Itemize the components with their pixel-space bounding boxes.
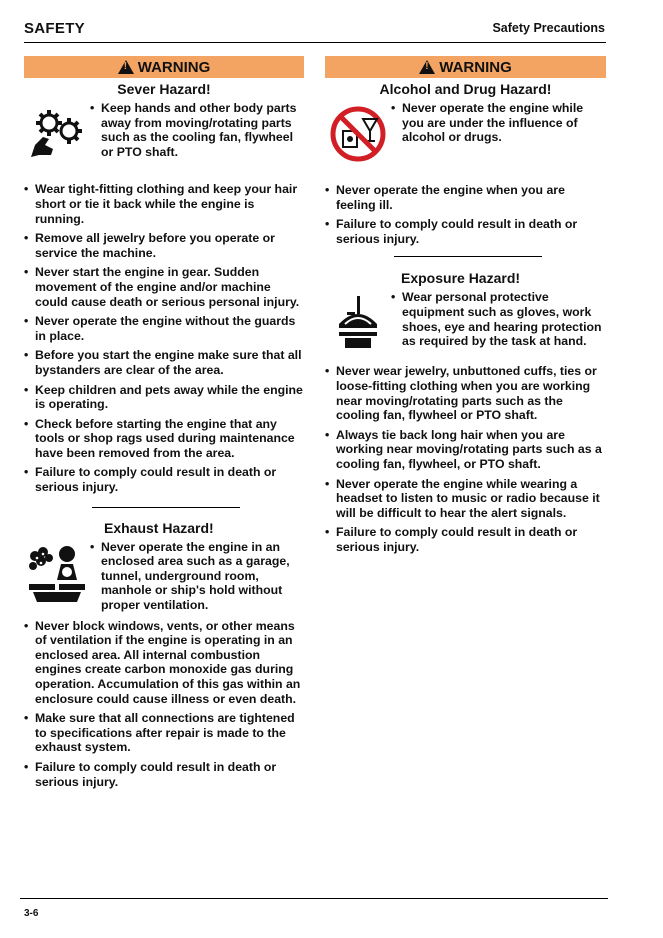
chapter-title: Safety Precautions [492,21,605,35]
sever-hazard-intro [24,101,304,164]
list-item: • Failure to comply could result in death or serious injury. [325,525,606,554]
exhaust-hazard-intro [24,540,304,618]
list-item: • Never operate the engine while wearing a headset to listen to music or radio because it will be difficult to hear the alert signals. [325,477,606,521]
warning-label: WARNING [137,58,211,76]
list-item: • Never wear jewelry, unbuttoned cuffs, ties or loose-fitting clothing when you are working near moving/rotating parts such as the cooling fan, flywheel or PTO shaft. [325,364,606,422]
exhaust-hazard-intro-text: • Never operate the engine in an enclosed area such as a garage, tunnel, underground room, manhole or ship's hold without proper ventilation. [90,540,304,613]
list-item: • Never operate the engine when you are feeling ill. [325,183,606,212]
exposure-hazard-intro [325,290,606,354]
list-item: • Never start the engine in gear. Sudden movement of the engine and/or machine could cause death or serious personal injury. [24,265,304,309]
alcohol-hazard-intro [325,101,606,163]
sever-hazard-intro-text: • Keep hands and other body parts away from moving/rotating parts such as the cooling fan, flywheel or PTO shaft. [90,101,304,159]
section-divider [92,507,240,508]
footer-divider [20,898,608,899]
list-item: • Always tie back long hair when you are working near moving/rotating parts such as a cooling fan, flywheel, or PTO shaft. [325,428,606,472]
list-item: • Keep children and pets away while the engine is operating. [24,383,304,412]
list-item: • Make sure that all connections are tightened to specifications after repair is made to the exhaust system. [24,711,304,755]
list-item: • Failure to comply could result in death or serious injury. [24,465,304,494]
no-alcohol-drugs-icon [325,101,391,163]
hand-gears-icon [24,101,90,164]
section-divider [394,256,542,257]
warning-banner [325,56,606,78]
list-item: • Remove all jewelry before you operate or service the machine. [24,231,304,260]
warning-banner [24,56,304,78]
list-item: • Never block windows, vents, or other means of ventilation if the engine is operating in an enclosed area. All internal combustion engines create carbon monoxide gas during operation. Accumulation of this gas within an enclosure could cause illness or even death. [24,619,304,707]
warning-triangle-icon [419,60,435,74]
alcohol-hazard-intro-text: • Never operate the engine while you are under the influence of alcohol or drugs. [391,101,606,145]
exposure-hazard-list [325,364,606,554]
exhaust-hazard-title: Exhaust Hazard! [104,519,214,536]
list-item: • Check before starting the engine that any tools or shop rags used during maintenance have been removed from the area. [24,417,304,461]
list-item: • Wear tight-fitting clothing and keep your hair short or tie it back while the engine is running. [24,182,304,226]
right-column [325,56,606,560]
sever-hazard-list [24,182,304,494]
exhaust-hazard-list [24,619,304,790]
warning-label: WARNING [439,58,512,76]
exposure-hazard-title: Exposure Hazard! [401,270,521,287]
list-item: • Failure to comply could result in death or serious injury. [24,760,304,789]
header-divider [24,42,606,43]
warning-triangle-icon [118,60,134,74]
protective-equipment-icon [325,290,391,354]
list-item: • Never operate the engine without the guards in place. [24,314,304,343]
list-item: • Before you start the engine make sure that all bystanders are clear of the area. [24,348,304,377]
sever-hazard-title: Sever Hazard! [117,81,211,97]
section-title: SAFETY [24,20,85,37]
list-item: • Failure to comply could result in death or serious injury. [325,217,606,246]
left-column [24,56,304,794]
exhaust-gas-person-icon [24,540,90,618]
page-number: 3-6 [24,908,39,919]
alcohol-hazard-title: Alcohol and Drug Hazard! [379,81,552,97]
alcohol-hazard-list [325,183,606,246]
exposure-hazard-intro-text: • Wear personal protective equipment such as gloves, work shoes, eye and hearing protection as required by the task at hand. [391,290,606,348]
